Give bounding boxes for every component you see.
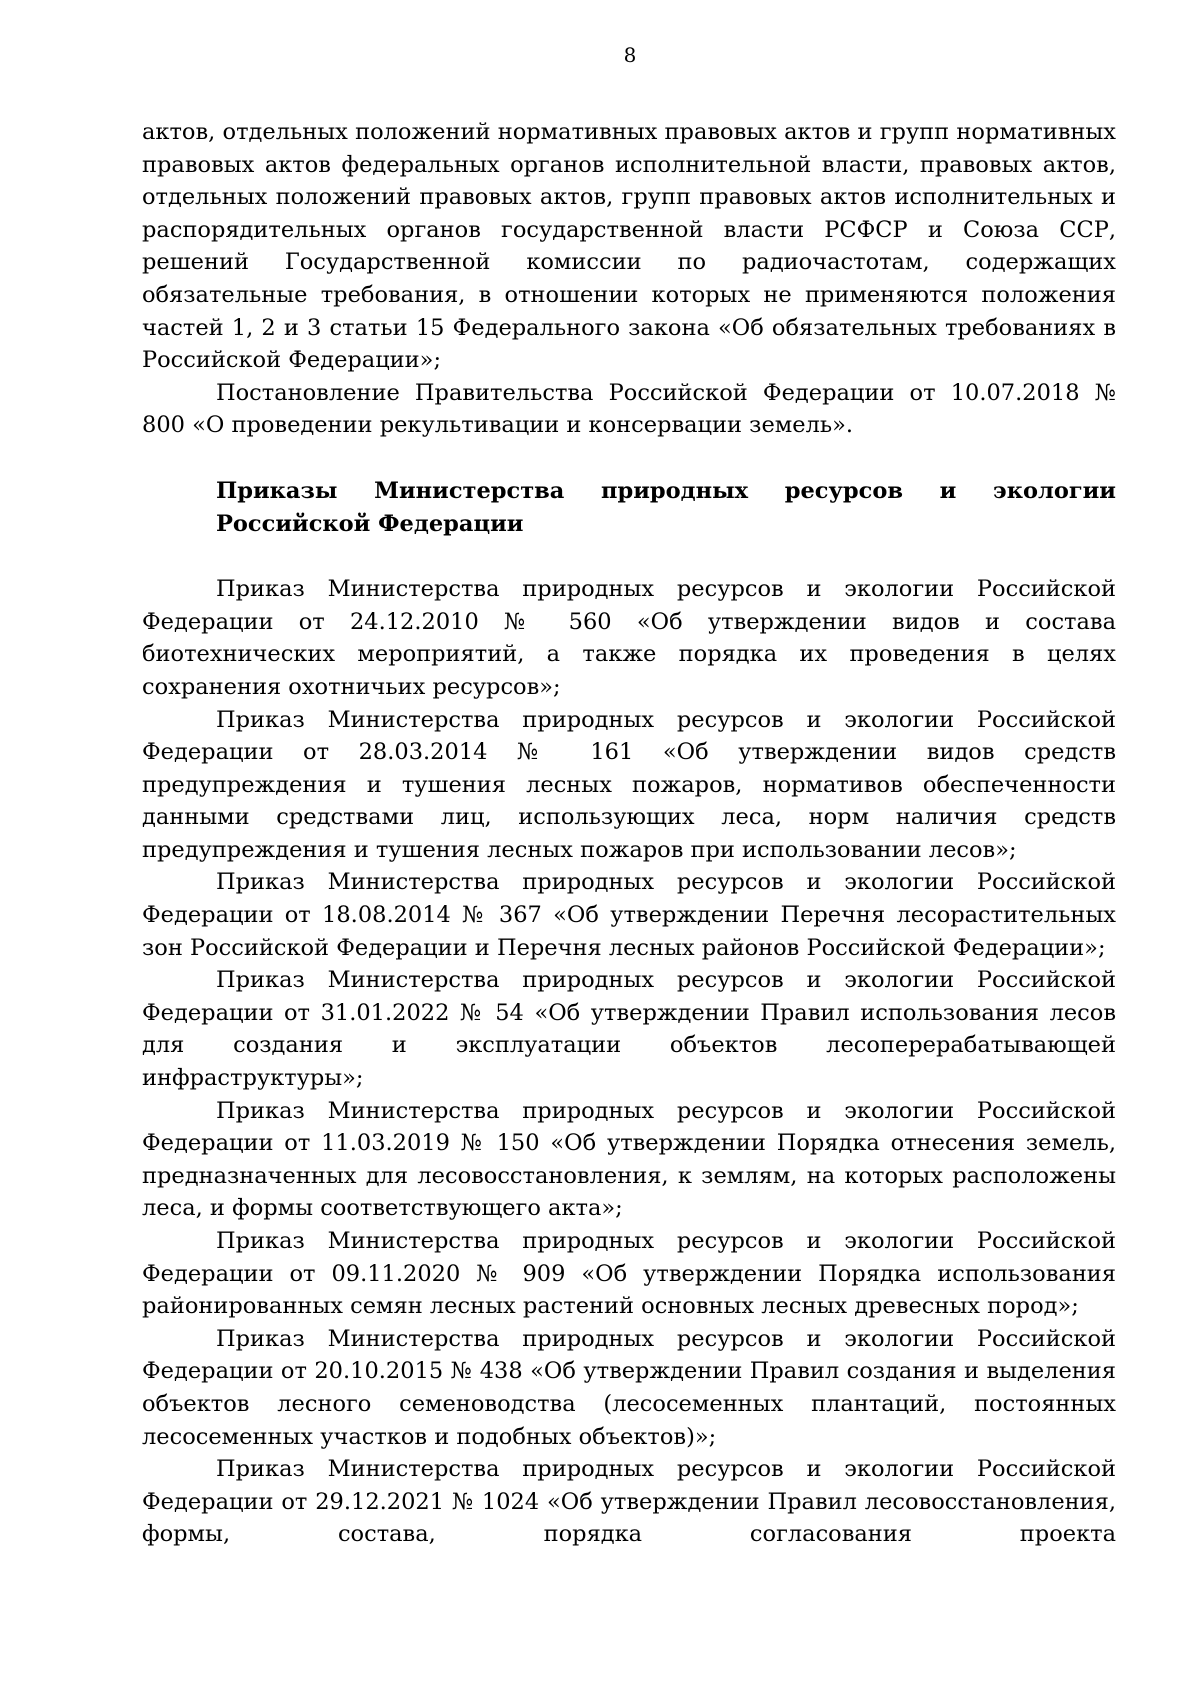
document-body	[142, 116, 1116, 1551]
paragraph-resolution: Постановление Правительства Российской Федерации от 10.07.2018 № 800 «О проведении рекультивации и консервации земель».	[142, 379, 1116, 439]
page-number: 8	[623, 43, 637, 67]
order-item: Приказ Министерства природных ресурсов и экологии Российской Федерации от 20.10.2015 № 438 «Об утверждении Правил создания и выделения объектов лесного семеноводства (лесосеменных плантаций, постоянных лесосеменных участков и подобных объектов)»;	[142, 1325, 1116, 1450]
section-heading: Приказы Министерства природных ресурсов и экологии Российской Федерации	[216, 477, 1116, 537]
order-item-continued: Приказ Министерства природных ресурсов и экологии Российской Федерации от 29.12.2021 № 1024 «Об утверждении Правил лесовосстановления, формы, состава, порядка согласования проекта	[142, 1456, 1116, 1548]
order-item: Приказ Министерства природных ресурсов и экологии Российской Федерации от 24.12.2010 № 560 «Об утверждении видов и состава биотехнических мероприятий, а также порядка их проведения в целях сохранения охотничьих ресурсов»;	[142, 576, 1116, 700]
order-item: Приказ Министерства природных ресурсов и экологии Российской Федерации от 31.01.2022 № 54 «Об утверждении Правил использования лесов для создания и эксплуатации объектов лесоперерабатывающей инфраструктуры»;	[142, 967, 1116, 1092]
order-item: Приказ Министерства природных ресурсов и экологии Российской Федерации от 09.11.2020 № 909 «Об утверждении Порядка использования районированных семян лесных растений основных лесных древесных пород»;	[142, 1228, 1116, 1320]
paragraph-continuation: актов, отдельных положений нормативных правовых актов и групп нормативных правовых актов федеральных органов исполнительной власти, правовых актов, отдельных положений правовых актов, групп правовых актов исполнительных и распорядительных органов государственной власти РСФСР и Союза ССР, решений Государственной комиссии по радиочастотам, содержащих обязательные требования, в отношении которых не применяются положения частей 1, 2 и 3 статьи 15 Федерального закона «Об обязательных требованиях в Российской Федерации»;	[142, 119, 1116, 374]
order-item: Приказ Министерства природных ресурсов и экологии Российской Федерации от 11.03.2019 № 150 «Об утверждении Порядка отнесения земель, предназначенных для лесовосстановления, к землям, на которых расположены леса, и формы соответствующего акта»;	[142, 1097, 1116, 1222]
order-item: Приказ Министерства природных ресурсов и экологии Российской Федерации от 28.03.2014 № 161 «Об утверждении видов средств предупреждения и тушения лесных пожаров, нормативов обеспеченности данными средствами лиц, использующих леса, норм наличия средств предупреждения и тушения лесных пожаров при использовании лесов»;	[142, 706, 1116, 863]
order-item: Приказ Министерства природных ресурсов и экологии Российской Федерации от 18.08.2014 № 367 «Об утверждении Перечня лесорастительных зон Российской Федерации и Перечня лесных районов Российской Федерации»;	[142, 869, 1116, 961]
